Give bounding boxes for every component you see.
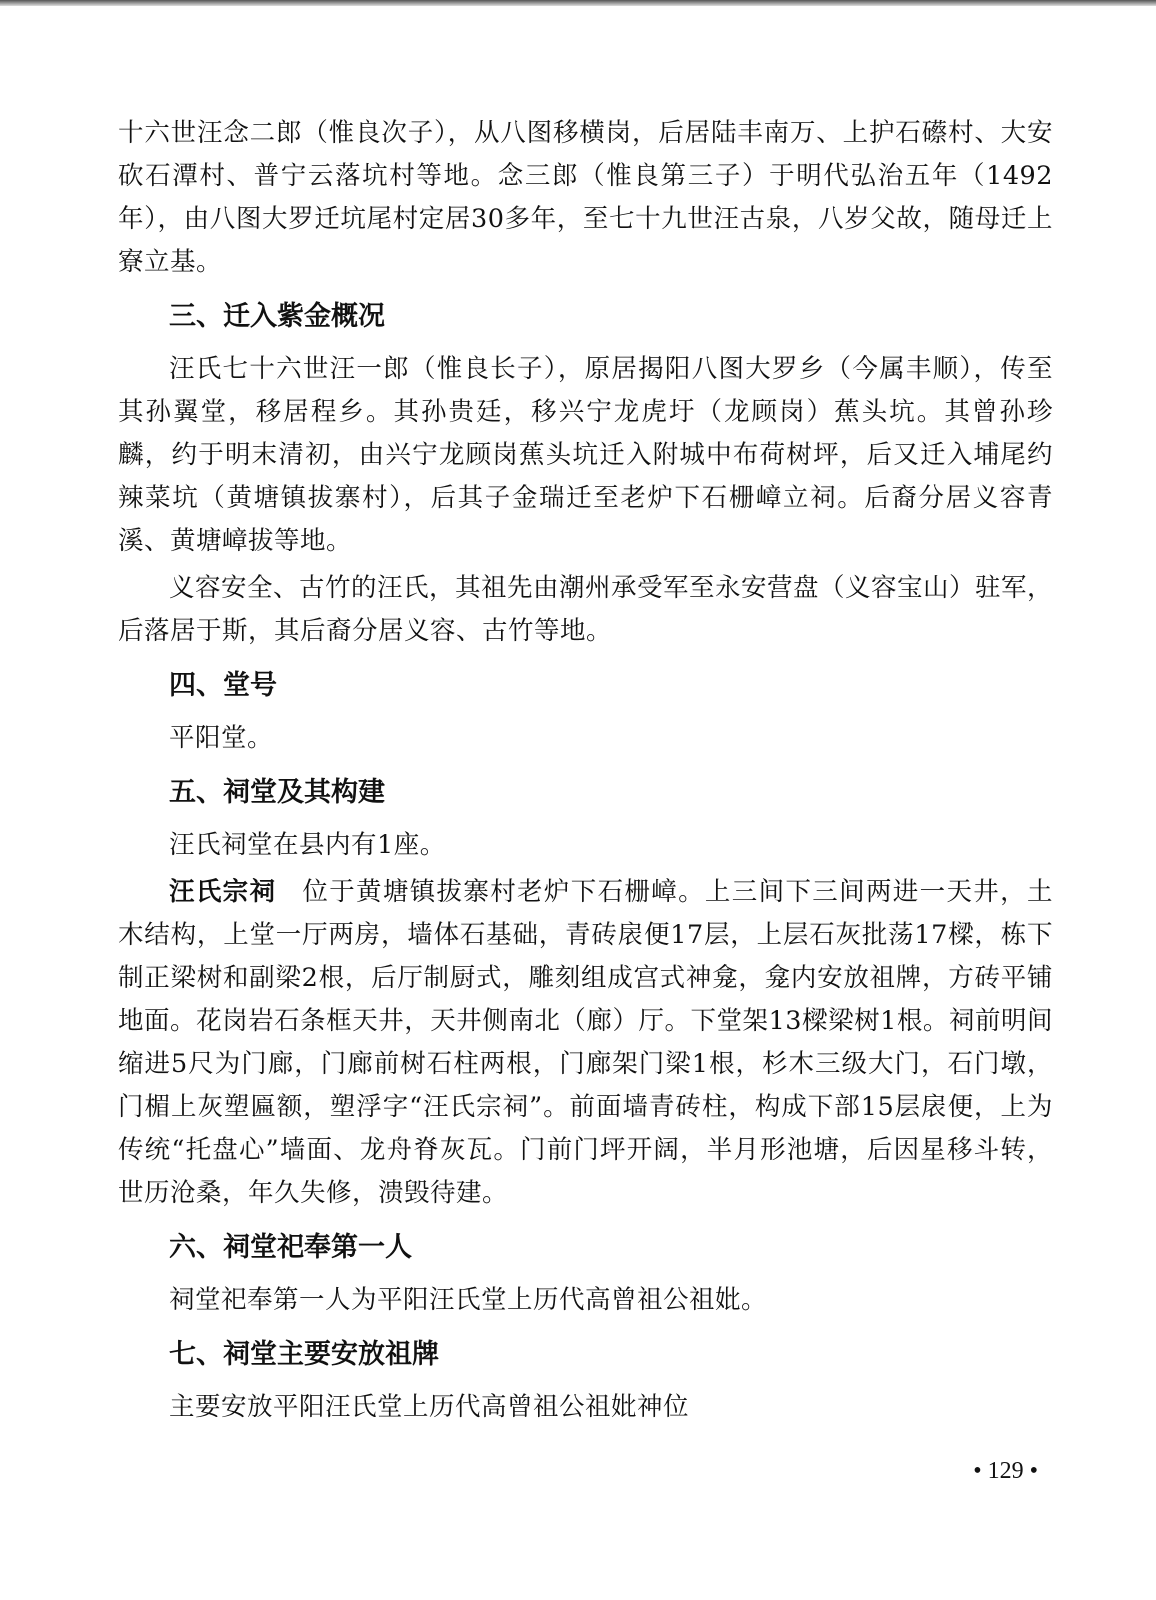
paragraph: 祠堂祀奉第一人为平阳汪氏堂上历代高曾祖公祖妣。 xyxy=(169,1285,768,1315)
section-6 xyxy=(118,1223,1053,1322)
section-heading: 三、迁入紫金概况 xyxy=(169,301,385,332)
entry-term: 汪氏宗祠 xyxy=(169,877,277,907)
page-number: • 129 • xyxy=(973,1458,1038,1484)
paragraph: 汪氏七十六世汪一郎（惟良长子），原居揭阳八图大罗乡（今属丰顺），传至其孙翼堂，移居程乡。其孙贵廷，移兴宁龙虎圩（龙顾岗）蕉头坑。其曾孙珍麟，约于明末清初，由兴宁龙顾岗蕉头坑迁入附城中布荷树坪，后又迁入埔尾约辣菜坑（黄塘镇拔寨村），后其子金瑞迁至老炉下石栅嶂立祠。后裔分居义容青溪、黄塘嶂拔等地。 xyxy=(118,354,1053,556)
entry-text: 位于黄塘镇拔寨村老炉下石栅嶂。上三间下三间两进一天井，土木结构，上堂一厅两房，墙体石基础，青砖扆便17层，上层石灰批荡17樑，栋下制正梁树和副梁2根，后厅制厨式，雕刻组成宫式神龛，龛内安放祖牌，方砖平铺地面。花岗岩石条框天井，天井侧南北（廊）厅。下堂架13樑梁树1根。祠前明间缩进5尺为门廊，门廊前树石柱两根，门廊架门梁1根，杉木三级大门，石门墩，门楣上灰塑匾额，塑浮字“汪氏宗祠”。前面墙青砖柱，构成下部15层扆便，上为传统“托盘心”墙面、龙舟脊灰瓦。门前门坪开阔，半月形池塘，后因星移斗转，世历沧桑，年久失修，溃毁待建。 xyxy=(118,877,1053,1208)
section-5 xyxy=(118,768,1053,1215)
section-heading: 四、堂号 xyxy=(169,670,277,701)
paragraph: 义容安全、古竹的汪氏，其祖先由潮州承受军至永安营盘（义容宝山）驻军，后落居于斯，其后裔分居义容、古竹等地。 xyxy=(118,573,1054,646)
section-heading: 七、祠堂主要安放祖牌 xyxy=(169,1339,439,1370)
paragraph: 主要安放平阳汪氏堂上历代高曾祖公祖妣神位 xyxy=(169,1392,690,1422)
paragraph: 汪氏祠堂在县内有1座。 xyxy=(169,830,446,860)
document-page xyxy=(118,112,1053,1433)
section-heading: 六、祠堂祀奉第一人 xyxy=(169,1232,412,1263)
section-4 xyxy=(118,661,1053,760)
paragraph: 平阳堂。 xyxy=(169,723,274,753)
section-3 xyxy=(118,292,1053,653)
paragraph-intro: 十六世汪念二郎（惟良次子），从八图移横岗，后居陆丰南万、上护石礤村、大安砍石潭村、普宁云落坑村等地。念三郎（惟良第三子）于明代弘治五年（1492年），由八图大罗迁坑尾村定居30多年，至七十九世汪古泉，八岁父故，随母迁上寮立基。 xyxy=(118,118,1053,277)
scan-top-edge xyxy=(0,0,1156,6)
section-heading: 五、祠堂及其构建 xyxy=(169,777,385,808)
entry-paragraph xyxy=(118,871,1053,1215)
section-7 xyxy=(118,1330,1053,1429)
